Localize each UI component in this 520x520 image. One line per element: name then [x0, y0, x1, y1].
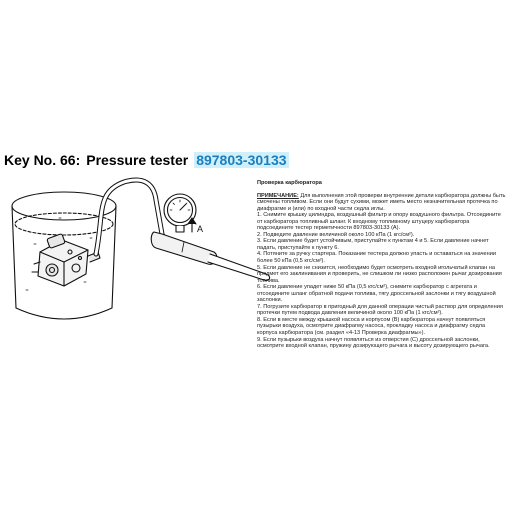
carburetor [32, 234, 100, 286]
tool-heading [4, 150, 289, 170]
step-item: 4. Потяните за ручку стартера. Показание тестера должно упасть и оставаться на значении более 50 кПа (0,5 кгс/см²). [257, 251, 496, 265]
note-label: ПРИМЕЧАНИЕ: [257, 192, 299, 199]
section-title: Проверка карбюратора [257, 180, 322, 186]
note-text: Для выполнения этой проверки внутренние детали карбюратора должны быть смочены топливом. Если они будут сухими, может иметь место незначительная протечка по диафрагме и (или) по входной части седла иглы. [257, 192, 506, 212]
step-item: 6. Если давление упадет ниже 50 кПа (0,5 кгс/см²), снимите карбюратор с агрегата и отсоедините шланг обратной подачи топлива, тягу дроссельной заслонки и тягу воздушной заслонки. [257, 284, 496, 304]
step-item: 1. Снимите крышку цилиндра, воздушный фильтр и опору воздушного фильтра. Отсоедините от карбюратора топливный шланг. К входному топливному штуцеру карбюратора подсоедините тестер герметичности 897803-30133 (A). [257, 212, 501, 232]
part-number: 897803-30133 [196, 152, 287, 168]
step-item: 2. Подведите давление величиной около 100 кПа (1 кгс/см²). [257, 231, 415, 238]
tool-name: Pressure tester [86, 152, 189, 168]
container-right-wall [112, 206, 116, 308]
pressure-gauge [164, 194, 196, 232]
note-paragraph [257, 193, 507, 213]
key-number-label: Key No. 66: [4, 152, 81, 168]
step-item: 9. Если пузырьки воздуха начнут появляться из отверстия (C) дроссельной заслонки, осмотрите входной клапан, пружину дозирующего рычага и высоту дозирующего рычага. [257, 336, 490, 350]
tester-pump-body [151, 232, 269, 280]
container-left-wall [12, 206, 16, 308]
step-item: 5. Если давление не снизится, необходимо будет осмотреть входной игольчатый клапан на предмет его заклинивания и проверить, не слишком ли низко расположен рычаг дозирования топлива. [257, 264, 502, 284]
step-item: 7. Погрузите карбюратор в пригодный для данной операции чистый раствор для определения протечки путем подвода давления величиной около 100 кПа (1 кгс/см²). [257, 303, 503, 317]
container-bottom [16, 308, 112, 319]
step-item: 8. Если в месте между крышкой насоса и корпусом (B) карбюратора начнут появляться пузырьки воздуха, осмотрите диафрагму насоса, прокладку насоса и диафрагму седла корпуса карбюратора (см. раздел «4-13 Проверка диафрагмы»). [257, 316, 486, 337]
instruction-panel [257, 180, 507, 370]
step-item: 3. Если давление будет устойчивым, приступайте к пунктам 4 и 5. Если давление начнет падать, приступайте к пункту 6. [257, 238, 489, 251]
callout-label-a: A [197, 224, 204, 234]
